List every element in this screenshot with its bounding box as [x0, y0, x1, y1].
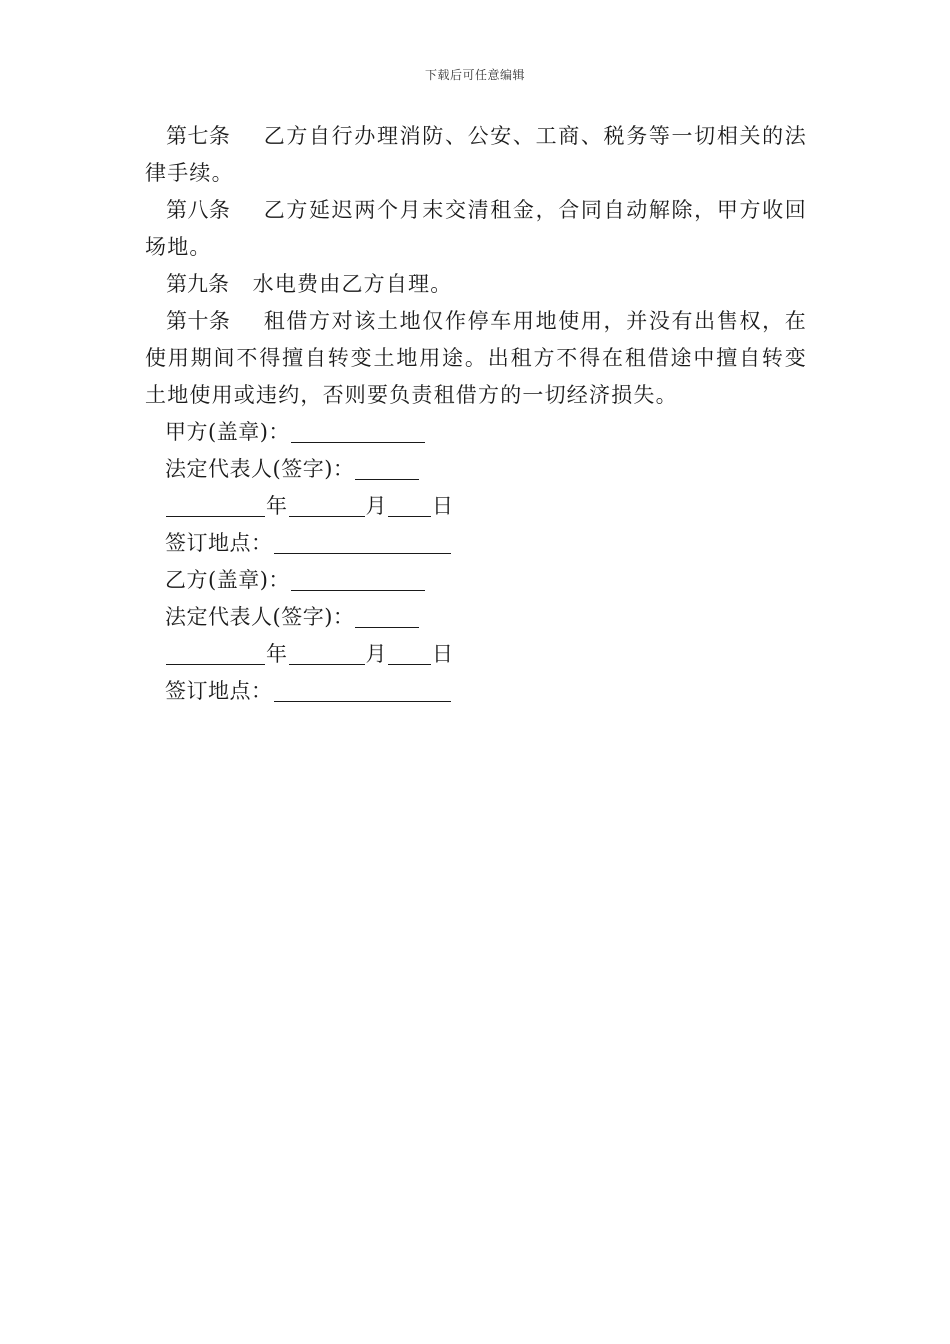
article-10 — [145, 303, 807, 414]
article-label: 第九条 — [166, 272, 229, 296]
party-a-rep-line — [145, 451, 807, 488]
article-text: 水电费由乙方自理。 — [252, 272, 453, 296]
article-text: 乙方延迟两个月末交清租金，合同自动解除，甲方收回场地。 — [145, 198, 807, 259]
party-a-seal-blank[interactable] — [291, 418, 425, 443]
party-a-year-blank[interactable] — [166, 492, 265, 517]
article-label: 第十条 — [166, 309, 231, 333]
party-b-seal-line — [145, 562, 807, 599]
party-b-month-label: 月 — [365, 642, 387, 666]
article-label: 第七条 — [166, 124, 231, 148]
party-a-place-label: 签订地点： — [165, 531, 273, 555]
party-a-day-blank[interactable] — [388, 492, 431, 517]
party-b-day-label: 日 — [432, 642, 454, 666]
contract-body — [145, 118, 807, 710]
party-b-rep-blank[interactable] — [355, 603, 419, 628]
party-b-place-blank[interactable] — [274, 677, 451, 702]
party-a-rep-label: 法定代表人(签字)： — [165, 457, 355, 481]
party-a-year-label: 年 — [266, 494, 288, 518]
article-9 — [145, 266, 807, 303]
party-b-month-blank[interactable] — [289, 640, 365, 665]
party-b-year-blank[interactable] — [166, 640, 265, 665]
article-7 — [145, 118, 807, 192]
article-text: 租借方对该土地仅作停车用地使用，并没有出售权，在使用期间不得擅自转变土地用途。出租方不得在租借途中擅自转变土地使用或违约，否则要负责租借方的一切经济损失。 — [145, 309, 807, 407]
article-8 — [145, 192, 807, 266]
party-a-seal-line — [145, 414, 807, 451]
page-header: 下载后可任意编辑 — [424, 68, 525, 82]
party-b-place-line — [145, 673, 807, 710]
party-a-month-blank[interactable] — [289, 492, 365, 517]
party-b-year-label: 年 — [266, 642, 288, 666]
party-b-day-blank[interactable] — [388, 640, 431, 665]
party-b-place-label: 签订地点： — [165, 679, 273, 703]
article-text: 乙方自行办理消防、公安、工商、税务等一切相关的法律手续。 — [145, 124, 807, 185]
party-b-date-line — [145, 636, 807, 673]
party-b-rep-label: 法定代表人(签字)： — [165, 605, 355, 629]
party-a-rep-blank[interactable] — [355, 455, 419, 480]
party-a-date-line — [145, 488, 807, 525]
party-a-seal-label: 甲方(盖章)： — [165, 420, 290, 444]
party-b-seal-label: 乙方(盖章)： — [165, 568, 290, 592]
party-a-place-blank[interactable] — [274, 529, 451, 554]
party-a-place-line — [145, 525, 807, 562]
article-label: 第八条 — [166, 198, 231, 222]
party-a-month-label: 月 — [365, 494, 387, 518]
party-b-seal-blank[interactable] — [291, 566, 425, 591]
party-a-day-label: 日 — [432, 494, 454, 518]
party-b-rep-line — [145, 599, 807, 636]
